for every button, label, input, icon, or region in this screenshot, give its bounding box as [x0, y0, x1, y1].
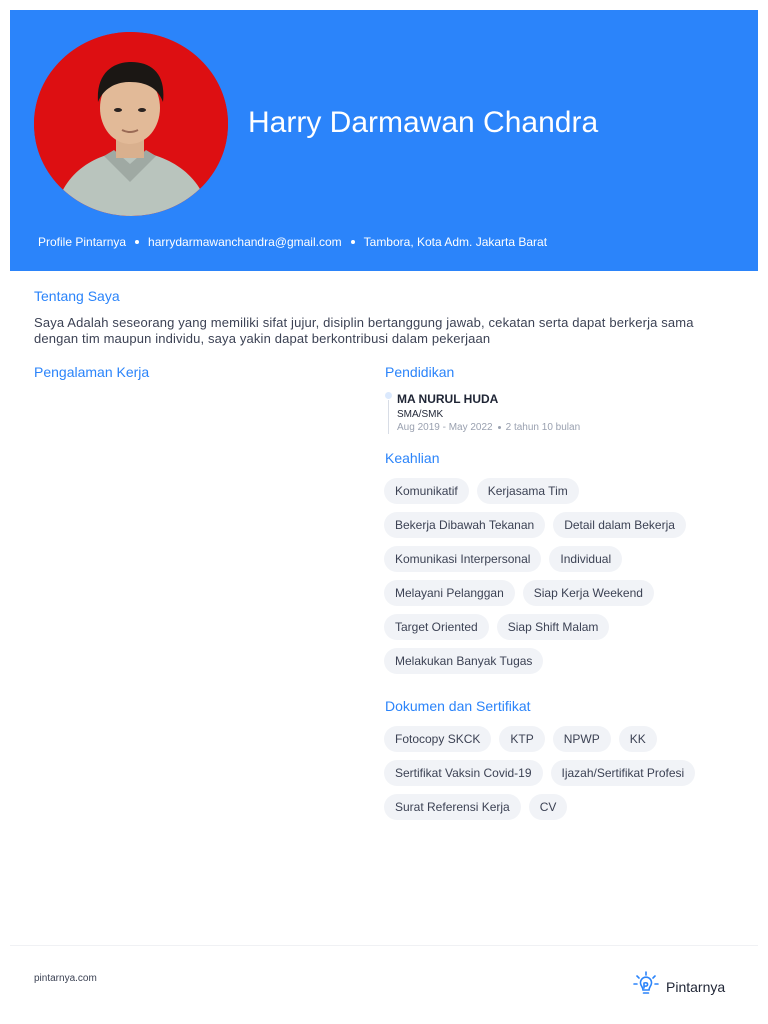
skills-title: Keahlian [385, 450, 440, 466]
contact-profile-link[interactable]: Profile Pintarnya [38, 235, 127, 249]
contact-bar [38, 235, 547, 249]
separator-dot [351, 240, 355, 244]
footer-url[interactable]: pintarnya.com [34, 973, 97, 984]
documents-row [384, 794, 744, 820]
contact-email[interactable]: harrydarmawanchandra@gmail.com [148, 235, 342, 249]
skills-row [384, 614, 744, 640]
contact-location: Tambora, Kota Adm. Jakarta Barat [363, 235, 548, 249]
footer-brand[interactable] [632, 970, 725, 1003]
skill-chip: Melakukan Banyak Tugas [384, 648, 543, 674]
document-chip: Sertifikat Vaksin Covid-19 [384, 760, 543, 786]
brand-name: Pintarnya [666, 978, 726, 995]
education-level: SMA/SMK [397, 409, 444, 420]
document-chip: CV [529, 794, 568, 820]
education-school: MA NURUL HUDA [397, 392, 499, 406]
skills-row [384, 546, 744, 572]
skill-chip: Target Oriented [384, 614, 489, 640]
profile-name: Harry Darmawan Chandra [248, 106, 599, 139]
documents-row [384, 760, 744, 786]
education-period-row [397, 422, 580, 433]
documents-list [384, 726, 744, 828]
separator-dot [498, 426, 501, 429]
education-duration: 2 tahun 10 bulan [505, 422, 581, 433]
document-chip: KK [619, 726, 657, 752]
lightbulb-icon [632, 970, 660, 1003]
skill-chip: Individual [549, 546, 622, 572]
skill-chip: Melayani Pelanggan [384, 580, 515, 606]
profile-header [10, 10, 758, 271]
skill-chip: Komunikasi Interpersonal [384, 546, 541, 572]
experience-title: Pengalaman Kerja [34, 364, 150, 380]
skill-chip: Siap Shift Malam [497, 614, 610, 640]
skill-chip: Kerjasama Tim [477, 478, 579, 504]
profile-photo [34, 32, 228, 216]
skill-chip: Siap Kerja Weekend [523, 580, 654, 606]
skills-row [384, 512, 744, 538]
document-chip: KTP [499, 726, 544, 752]
document-chip: Surat Referensi Kerja [384, 794, 521, 820]
documents-row [384, 726, 744, 752]
separator-dot [135, 240, 139, 244]
skills-list [384, 478, 744, 682]
timeline-dot [385, 392, 392, 399]
skills-row [384, 648, 744, 674]
document-chip: Ijazah/Sertifikat Profesi [551, 760, 696, 786]
documents-title: Dokumen dan Sertifikat [385, 698, 531, 714]
footer-divider [10, 945, 758, 946]
skills-row [384, 478, 744, 504]
education-period: Aug 2019 - May 2022 [397, 422, 493, 433]
document-chip: NPWP [553, 726, 611, 752]
skills-row [384, 580, 744, 606]
timeline-line [388, 400, 389, 434]
skill-chip: Bekerja Dibawah Tekanan [384, 512, 545, 538]
education-title: Pendidikan [385, 364, 455, 380]
skill-chip: Detail dalam Bekerja [553, 512, 686, 538]
skill-chip: Komunikatif [384, 478, 469, 504]
about-title: Tentang Saya [34, 288, 120, 304]
document-chip: Fotocopy SKCK [384, 726, 491, 752]
about-text: Saya Adalah seseorang yang memiliki sifat jujur, disiplin bertanggung jawab, cekatan serta dapat berkerja sama dengan tim maupun individu, saya yakin dapat berkontribusi dalam pekerjaan [34, 315, 694, 346]
